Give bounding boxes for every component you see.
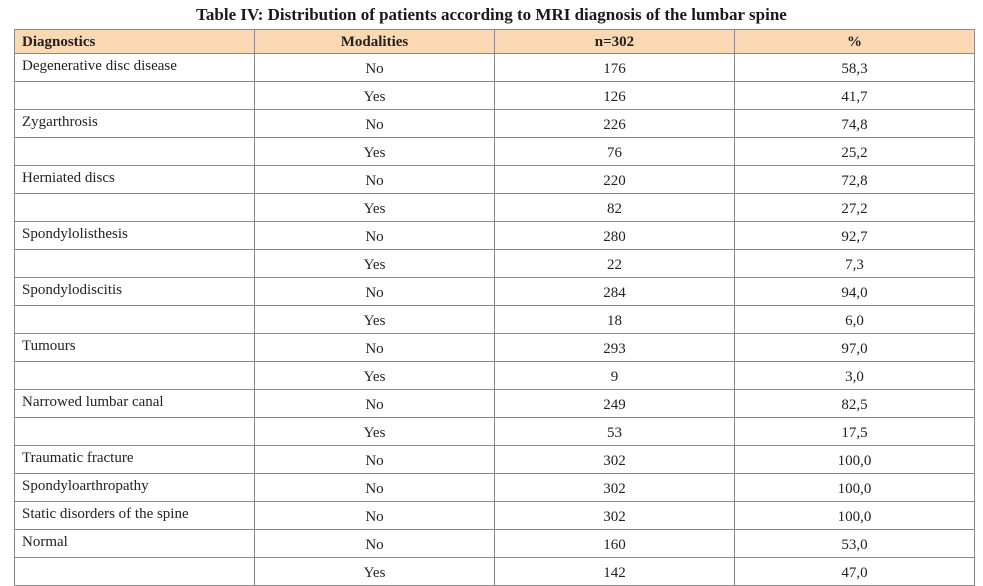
cell-percent: 17,5 (735, 418, 975, 446)
cell-count: 142 (495, 558, 735, 586)
cell-diagnostic: Spondylodiscitis (15, 278, 255, 306)
cell-count: 22 (495, 250, 735, 278)
cell-percent: 92,7 (735, 222, 975, 250)
cell-diagnostic: Degenerative disc disease (15, 54, 255, 82)
cell-percent: 47,0 (735, 558, 975, 586)
table-row (15, 250, 975, 278)
cell-diagnostic: Normal (15, 530, 255, 558)
cell-percent: 58,3 (735, 54, 975, 82)
table-row (15, 138, 975, 166)
cell-modality: Yes (255, 194, 495, 222)
cell-diagnostic: Herniated discs (15, 166, 255, 194)
table-row (15, 194, 975, 222)
cell-count: 293 (495, 334, 735, 362)
table-row (15, 390, 975, 418)
cell-percent: 82,5 (735, 390, 975, 418)
cell-percent: 3,0 (735, 362, 975, 390)
header-row (15, 30, 975, 54)
table-row (15, 418, 975, 446)
table-row (15, 306, 975, 334)
table-row (15, 558, 975, 586)
cell-count: 18 (495, 306, 735, 334)
cell-count: 284 (495, 278, 735, 306)
cell-modality: Yes (255, 418, 495, 446)
cell-count: 302 (495, 446, 735, 474)
cell-diagnostic (15, 194, 255, 222)
table-row (15, 446, 975, 474)
table-row (15, 530, 975, 558)
cell-modality: No (255, 334, 495, 362)
cell-modality: Yes (255, 362, 495, 390)
cell-count: 53 (495, 418, 735, 446)
cell-diagnostic: Static disorders of the spine (15, 502, 255, 530)
cell-percent: 53,0 (735, 530, 975, 558)
header-percent: % (735, 30, 975, 54)
cell-diagnostic (15, 82, 255, 110)
cell-count: 280 (495, 222, 735, 250)
cell-diagnostic (15, 306, 255, 334)
cell-diagnostic (15, 418, 255, 446)
mri-diagnosis-table (14, 29, 975, 586)
cell-percent: 100,0 (735, 474, 975, 502)
cell-diagnostic: Zygarthrosis (15, 110, 255, 138)
table-row (15, 474, 975, 502)
table-row (15, 222, 975, 250)
cell-count: 302 (495, 502, 735, 530)
cell-count: 9 (495, 362, 735, 390)
table-row (15, 502, 975, 530)
cell-count: 226 (495, 110, 735, 138)
table-caption: Table IV: Distribution of patients according to MRI diagnosis of the lumbar spine (196, 5, 787, 24)
cell-percent: 7,3 (735, 250, 975, 278)
cell-diagnostic (15, 250, 255, 278)
cell-count: 176 (495, 54, 735, 82)
cell-count: 249 (495, 390, 735, 418)
cell-count: 302 (495, 474, 735, 502)
cell-modality: Yes (255, 82, 495, 110)
cell-diagnostic (15, 362, 255, 390)
cell-modality: No (255, 278, 495, 306)
cell-modality: No (255, 166, 495, 194)
table-row (15, 362, 975, 390)
cell-modality: Yes (255, 306, 495, 334)
cell-count: 160 (495, 530, 735, 558)
cell-modality: No (255, 222, 495, 250)
cell-diagnostic (15, 138, 255, 166)
cell-diagnostic: Traumatic fracture (15, 446, 255, 474)
cell-diagnostic (15, 558, 255, 586)
cell-percent: 100,0 (735, 502, 975, 530)
cell-count: 82 (495, 194, 735, 222)
cell-modality: No (255, 502, 495, 530)
cell-modality: Yes (255, 250, 495, 278)
cell-percent: 25,2 (735, 138, 975, 166)
table-row (15, 110, 975, 138)
cell-count: 126 (495, 82, 735, 110)
cell-percent: 72,8 (735, 166, 975, 194)
cell-modality: No (255, 530, 495, 558)
cell-diagnostic: Spondylolisthesis (15, 222, 255, 250)
cell-percent: 74,8 (735, 110, 975, 138)
cell-modality: No (255, 110, 495, 138)
cell-diagnostic: Narrowed lumbar canal (15, 390, 255, 418)
header-count: n=302 (495, 30, 735, 54)
cell-count: 220 (495, 166, 735, 194)
header-modalities: Modalities (255, 30, 495, 54)
cell-percent: 100,0 (735, 446, 975, 474)
cell-modality: Yes (255, 558, 495, 586)
cell-percent: 41,7 (735, 82, 975, 110)
cell-diagnostic: Spondyloarthropathy (15, 474, 255, 502)
table-row (15, 278, 975, 306)
cell-modality: No (255, 390, 495, 418)
cell-percent: 6,0 (735, 306, 975, 334)
cell-percent: 94,0 (735, 278, 975, 306)
cell-diagnostic: Tumours (15, 334, 255, 362)
table-row (15, 82, 975, 110)
table-row (15, 334, 975, 362)
cell-percent: 97,0 (735, 334, 975, 362)
header-diagnostics: Diagnostics (15, 30, 255, 54)
table-row (15, 166, 975, 194)
cell-modality: No (255, 446, 495, 474)
cell-count: 76 (495, 138, 735, 166)
table-row (15, 54, 975, 82)
cell-percent: 27,2 (735, 194, 975, 222)
cell-modality: No (255, 474, 495, 502)
table-body (15, 54, 975, 586)
cell-modality: No (255, 54, 495, 82)
cell-modality: Yes (255, 138, 495, 166)
